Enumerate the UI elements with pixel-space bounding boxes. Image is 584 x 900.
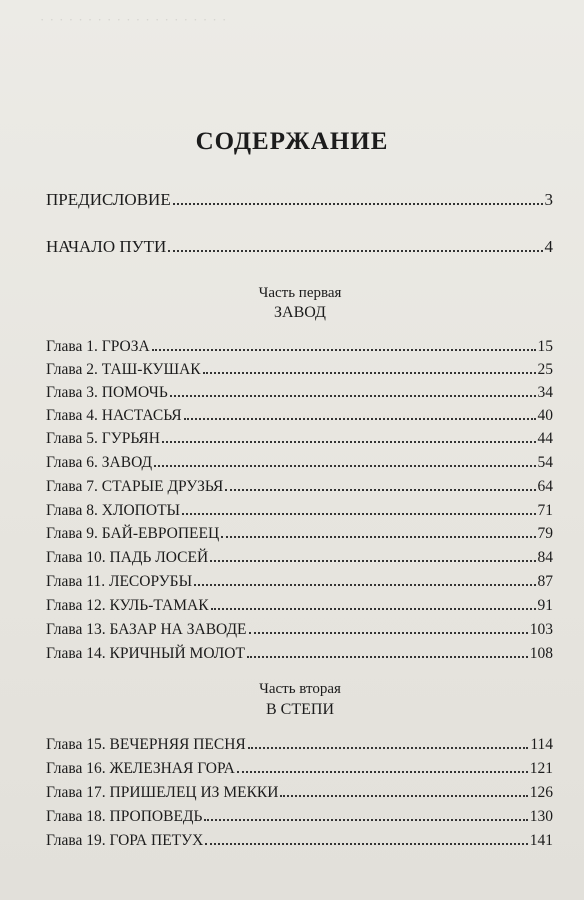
leader-dots: [248, 746, 529, 749]
toc-chapter-label: Глава 7. СТАРЫЕ ДРУЗЬЯ: [46, 478, 224, 495]
toc-chapter: [46, 502, 553, 520]
toc-chapter-label: Глава 5. ГУРЬЯН: [46, 430, 160, 447]
leader-dots: [221, 535, 535, 538]
toc-chapter-label: Глава 14. КРИЧНЫЙ МОЛОТ: [46, 645, 245, 662]
toc-chapter-page: 79: [537, 525, 553, 542]
toc-chapter: [46, 338, 553, 356]
toc-chapter-page: 84: [537, 549, 553, 566]
toc-entry-page: 4: [544, 237, 553, 256]
part-one-name: ЗАВОД: [274, 304, 326, 321]
toc-entry-page: 3: [544, 190, 553, 209]
toc-chapter-page: 44: [537, 430, 553, 447]
toc-chapter-page: 130: [529, 808, 553, 825]
toc-chapter: [46, 784, 553, 802]
leader-dots: [210, 559, 535, 562]
toc-chapter-label: Глава 6. ЗАВОД: [46, 454, 153, 471]
toc-chapter-page: 87: [537, 573, 553, 590]
toc-chapter-label: Глава 1. ГРОЗА: [46, 338, 150, 355]
leader-dots: [154, 464, 535, 467]
toc-chapter: [46, 361, 553, 379]
toc-chapter: [46, 645, 553, 663]
leader-dots: [225, 488, 535, 491]
leader-dots: [237, 770, 528, 773]
toc-chapter: [46, 621, 553, 639]
toc-title: СОДЕРЖАНИЕ: [195, 128, 389, 155]
toc-chapter: [46, 454, 553, 472]
leader-dots: [182, 512, 535, 515]
toc-chapter-label: Глава 8. ХЛОПОТЫ: [46, 502, 181, 519]
toc-chapter-page: 54: [537, 454, 553, 471]
toc-chapter: [46, 808, 553, 826]
leader-dots: [249, 631, 528, 634]
toc-chapter: [46, 597, 553, 615]
toc-chapter-label: Глава 15. ВЕЧЕРНЯЯ ПЕСНЯ: [46, 736, 246, 753]
toc-entry-preface: [46, 190, 553, 210]
part-one-label: Часть первая: [258, 285, 342, 301]
toc-chapter-label: Глава 18. ПРОПОВЕДЬ: [46, 808, 203, 825]
leader-dots: [280, 794, 527, 797]
toc-chapter: [46, 384, 553, 402]
toc-chapter-page: 126: [529, 784, 553, 801]
toc-chapter-label: Глава 12. КУЛЬ-ТАМАК: [46, 597, 209, 614]
toc-chapter-label: Глава 19. ГОРА ПЕТУХ: [46, 832, 204, 849]
toc-chapter-page: 141: [529, 832, 553, 849]
toc-chapter-label: Глава 11. ЛЕСОРУБЫ: [46, 573, 193, 590]
toc-chapter-page: 108: [529, 645, 553, 662]
toc-chapter-label: Глава 13. БАЗАР НА ЗАВОДЕ: [46, 621, 247, 638]
leader-dots: [205, 842, 527, 845]
toc-chapter-label: Глава 10. ПАДЬ ЛОСЕЙ: [46, 549, 209, 566]
leader-dots: [194, 583, 535, 586]
toc-chapter-page: 103: [529, 621, 553, 638]
toc-chapter: [46, 430, 553, 448]
leader-dots: [152, 348, 536, 351]
toc-entry-label: ПРЕДИСЛОВИЕ: [46, 190, 171, 209]
leader-dots: [247, 655, 528, 658]
toc-chapter-page: 40: [537, 407, 553, 424]
toc-chapter-page: 91: [537, 597, 553, 614]
toc-chapter: [46, 549, 553, 567]
leader-dots: [173, 202, 543, 205]
leader-dots: [184, 417, 536, 420]
toc-chapter: [46, 407, 553, 425]
part-two-name: В СТЕПИ: [266, 701, 334, 718]
toc-chapter-page: 64: [537, 478, 553, 495]
leader-dots: [203, 371, 536, 374]
toc-chapter-page: 15: [537, 338, 553, 355]
show-through-text: · · · · · · · · · · · · · · · · · · · ·: [40, 12, 228, 27]
toc-chapter-page: 34: [537, 384, 553, 401]
toc-entry-label: НАЧАЛО ПУТИ: [46, 237, 167, 256]
leader-dots: [211, 607, 536, 610]
toc-chapter-page: 114: [530, 736, 553, 753]
toc-entry-beginning: [46, 237, 553, 257]
toc-chapter-label: Глава 9. БАЙ-ЕВРОПЕЕЦ: [46, 525, 220, 542]
leader-dots: [162, 440, 536, 443]
toc-chapter: [46, 736, 553, 754]
toc-chapter: [46, 525, 553, 543]
toc-chapter-page: 71: [537, 502, 553, 519]
toc-chapter-label: Глава 4. НАСТАСЬЯ: [46, 407, 182, 424]
leader-dots: [170, 394, 536, 397]
toc-chapter-label: Глава 16. ЖЕЛЕЗНАЯ ГОРА: [46, 760, 235, 777]
toc-chapter: [46, 573, 553, 591]
toc-chapter: [46, 760, 553, 778]
part-two-label: Часть вторая: [259, 681, 341, 697]
toc-chapter-label: Глава 17. ПРИШЕЛЕЦ ИЗ МЕККИ: [46, 784, 279, 801]
toc-chapter-label: Глава 2. ТАШ-КУШАК: [46, 361, 201, 378]
leader-dots: [204, 818, 527, 821]
leader-dots: [168, 249, 542, 252]
toc-chapter-page: 121: [529, 760, 553, 777]
toc-chapter-label: Глава 3. ПОМОЧЬ: [46, 384, 168, 401]
toc-chapter-page: 25: [537, 361, 553, 378]
toc-chapter: [46, 478, 553, 496]
toc-chapter: [46, 832, 553, 850]
